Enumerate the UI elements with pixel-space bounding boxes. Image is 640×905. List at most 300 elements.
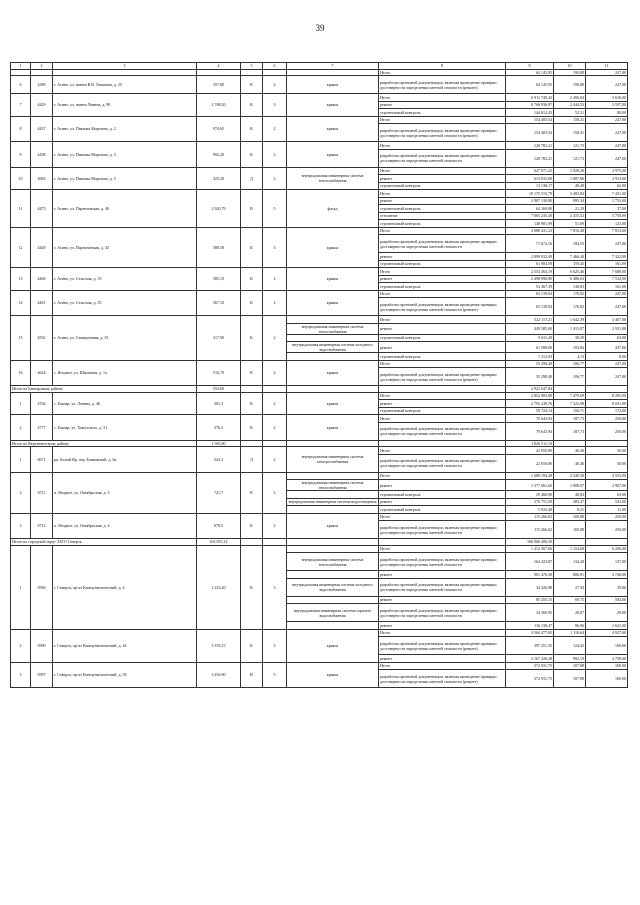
house-area: 3 456,90 bbox=[197, 662, 241, 688]
house-id: 4437 bbox=[31, 116, 53, 142]
cost-per-m2: 121,73 bbox=[554, 142, 586, 150]
work-type: разработка проектной документации, включая проведение проверки достоверности определения сметной стоимости (ремонт) bbox=[379, 298, 506, 316]
cost-total: 2 852 903,90 bbox=[506, 392, 554, 400]
work-kind bbox=[287, 506, 379, 514]
table-row bbox=[11, 116, 628, 124]
cost-per-m2: 169,88 bbox=[554, 521, 586, 539]
district-total-label: Итого по городской округ ЗАТО Северск bbox=[11, 539, 197, 546]
row-number: 12 bbox=[11, 227, 31, 268]
work-type: разработка проектной документации, включая проведение проверки достоверности определения сметной стоимости (ремонт) bbox=[379, 637, 506, 655]
district-total-area: 1 945,80 bbox=[197, 440, 241, 447]
house-id: 4399 bbox=[31, 76, 53, 94]
row-number: 8 bbox=[11, 116, 31, 142]
column-number: 6 bbox=[263, 63, 287, 70]
house-id: 4429 bbox=[31, 94, 53, 117]
cost-total: 64 145,95 bbox=[506, 69, 554, 76]
work-type: ремонт bbox=[379, 197, 506, 205]
house-class: К bbox=[241, 545, 263, 629]
work-type: ремонт bbox=[379, 596, 506, 604]
cost-limit: 7 431,00 bbox=[586, 190, 628, 198]
work-kind: крыша bbox=[287, 116, 379, 142]
table-row bbox=[11, 392, 628, 400]
work-kind: внутридомовая инженерная система теплоснабжения bbox=[287, 323, 379, 334]
work-type: разработка проектной документации, включая проведение проверки достоверности определения сметной стоимости bbox=[379, 422, 506, 440]
district-total-cost: 166 960 406,50 bbox=[506, 539, 554, 546]
table-row bbox=[11, 662, 628, 670]
cost-limit: 80,00 bbox=[586, 109, 628, 117]
cost-limit: 6 206,00 bbox=[586, 545, 628, 553]
work-kind bbox=[287, 472, 379, 480]
cost-per-m2: 7 322,98 bbox=[554, 400, 586, 408]
cost-per-m2: 2 496,84 bbox=[554, 94, 586, 102]
floors: 3 bbox=[263, 94, 287, 117]
row-number: 2 bbox=[11, 472, 31, 513]
cost-total: 116 138,47 bbox=[506, 622, 554, 630]
row-number: 3 bbox=[11, 662, 31, 688]
cost-limit: 8 205,00 bbox=[586, 392, 628, 400]
cost-total: 115 266,02 bbox=[506, 521, 554, 539]
cost-per-m2: 21,29 bbox=[554, 205, 586, 213]
house-class: К bbox=[241, 142, 263, 168]
cost-limit: 11,00 bbox=[586, 506, 628, 514]
cost-limit: 169,00 bbox=[586, 662, 628, 670]
cost-limit: 4 758,00 bbox=[586, 655, 628, 663]
work-type: разработка проектной документации, включая проведение проверки достоверности определения сметной стоимости bbox=[379, 149, 506, 167]
work-type: ремонт bbox=[379, 655, 506, 663]
house-class: К bbox=[241, 392, 263, 415]
work-kind: внутридомовая инженерная система холодного водоснабжения bbox=[287, 578, 379, 596]
cost-per-m2: 40,46 bbox=[554, 454, 586, 472]
cost-total: 1 312,93 bbox=[506, 353, 554, 361]
work-type: разработка проектной документации, включая проведение проверки достоверности определения сметной стоимости (ремонт) bbox=[379, 368, 506, 386]
cost-per-m2: 159,45 bbox=[554, 260, 586, 268]
floors: 5 bbox=[263, 190, 287, 228]
table-row bbox=[11, 268, 628, 276]
house-address: г. Асино, ул. Станционная, д. 35 bbox=[53, 316, 197, 361]
house-id: 4438 bbox=[31, 142, 53, 168]
floors: 2 bbox=[263, 290, 287, 316]
work-type: Итого bbox=[379, 69, 506, 76]
house-area: 543,3 bbox=[197, 447, 241, 473]
cost-per-m2: 107,88 bbox=[554, 662, 586, 670]
cost-total: 449 585,00 bbox=[506, 323, 554, 334]
cost-per-m2: 383,47 bbox=[554, 498, 586, 506]
cost-per-m2: 193,84 bbox=[554, 342, 586, 353]
row-number: 1 bbox=[11, 392, 31, 415]
cost-limit: 62,00 bbox=[586, 182, 628, 190]
work-type: ремонт bbox=[379, 175, 506, 183]
cost-total: 64 145,95 bbox=[506, 76, 554, 94]
cost-per-m2: 995,34 bbox=[554, 197, 586, 205]
table-row bbox=[11, 290, 628, 298]
column-number: 11 bbox=[586, 63, 628, 70]
house-area: 381,3 bbox=[197, 392, 241, 415]
cost-total: 85 455,15 bbox=[506, 596, 554, 604]
cost-total: 3 564 477,65 bbox=[506, 629, 554, 637]
work-kind: крыша bbox=[287, 94, 379, 117]
house-id: 5997 bbox=[31, 662, 53, 688]
cost-limit: 37,00 bbox=[586, 205, 628, 213]
work-type: Итого bbox=[379, 392, 506, 400]
floors: 2 bbox=[263, 116, 287, 142]
cost-per-m2: 176,82 bbox=[554, 298, 586, 316]
cost-limit: 8,00 bbox=[586, 353, 628, 361]
house-area: 317,90 bbox=[197, 316, 241, 361]
cost-limit: 7 688,00 bbox=[586, 268, 628, 276]
column-number: 8 bbox=[379, 63, 506, 70]
work-type: Итого bbox=[379, 142, 506, 150]
work-type: разработка проектной документации, включая проведение проверки достоверности определения сметной стоимости bbox=[379, 553, 506, 571]
cost-per-m2: 4,13 bbox=[554, 353, 586, 361]
house-address: г. Асино, ул. Партизанская, д. 40 bbox=[53, 190, 197, 228]
row-number: 9 bbox=[11, 142, 31, 168]
row-number: 1 bbox=[11, 447, 31, 473]
work-type: Итого bbox=[379, 268, 506, 276]
house-address: рп. Белый Яр, пер. Банковский, д. 6а bbox=[53, 447, 197, 473]
cost-per-m2: 7 466,40 bbox=[554, 253, 586, 261]
cost-per-m2: 138,83 bbox=[554, 283, 586, 291]
table-row bbox=[11, 545, 628, 553]
work-type: строительный контроль bbox=[379, 205, 506, 213]
cost-limit: 247,00 bbox=[586, 290, 628, 298]
cost-total: 7 065 235,30 bbox=[506, 212, 554, 220]
work-kind bbox=[287, 622, 379, 630]
cost-total: 144 812,45 bbox=[506, 109, 554, 117]
cost-per-m2: 40,83 bbox=[554, 491, 586, 499]
table-row bbox=[11, 447, 628, 455]
cost-per-m2: 3 483,84 bbox=[554, 190, 586, 198]
work-kind bbox=[287, 316, 379, 324]
table-row bbox=[11, 94, 628, 102]
cost-per-m2: 51,69 bbox=[554, 220, 586, 228]
work-type: разработка проектной документации, включая проведение проверки достоверности определения сметной стоимости (ремонт) bbox=[379, 124, 506, 142]
cost-per-m2: 107,88 bbox=[554, 670, 586, 688]
house-class: К bbox=[241, 360, 263, 386]
cost-limit: 247,00 bbox=[586, 360, 628, 368]
cost-limit: 247,00 bbox=[586, 116, 628, 124]
house-class: К bbox=[241, 415, 263, 441]
house-id: 5990 bbox=[31, 629, 53, 662]
house-class: Д bbox=[241, 447, 263, 473]
cost-total: 120 782,21 bbox=[506, 142, 554, 150]
cost-limit: 247,00 bbox=[586, 368, 628, 386]
cost-per-m2: 40,46 bbox=[554, 447, 586, 455]
cost-total: 61 588,00 bbox=[506, 342, 554, 353]
cost-limit: 2 975,00 bbox=[586, 167, 628, 175]
house-area: 992,20 bbox=[197, 142, 241, 168]
cost-per-m2: 1 887,86 bbox=[554, 175, 586, 183]
cost-limit: 8 031,00 bbox=[586, 400, 628, 408]
table-row bbox=[11, 513, 628, 521]
work-type: строительный контроль bbox=[379, 407, 506, 415]
house-id: 4475 bbox=[31, 190, 53, 228]
column-number: 10 bbox=[554, 63, 586, 70]
house-area: 388,58 bbox=[197, 227, 241, 268]
floors: 3 bbox=[263, 545, 287, 629]
cost-limit: 247,00 bbox=[586, 76, 628, 94]
work-kind bbox=[287, 491, 379, 499]
work-type: ремонт bbox=[379, 342, 506, 353]
work-type: Итого bbox=[379, 629, 506, 637]
district-total-label: Итого по Верхнекетскому району bbox=[11, 440, 197, 447]
cost-limit: 3 616,00 bbox=[586, 94, 628, 102]
cost-limit: 7 322,00 bbox=[586, 253, 628, 261]
cost-per-m2: 156,71 bbox=[554, 407, 586, 415]
cost-limit: 50,00 bbox=[586, 447, 628, 455]
work-kind bbox=[287, 334, 379, 342]
cost-limit: 1 753,00 bbox=[586, 197, 628, 205]
works-table bbox=[10, 62, 628, 688]
cost-limit: 250,00 bbox=[586, 513, 628, 521]
cost-limit: 247,00 bbox=[586, 142, 628, 150]
table-row bbox=[11, 76, 628, 94]
house-area: 678,5 bbox=[197, 513, 241, 539]
district-total-area: 102 053,14 bbox=[197, 539, 241, 546]
cost-per-m2: 27,94 bbox=[554, 578, 586, 596]
work-type: Итого bbox=[379, 190, 506, 198]
row-number: 14 bbox=[11, 290, 31, 316]
cost-limit: 437,00 bbox=[586, 342, 628, 353]
cost-total: 55 298,40 bbox=[506, 360, 554, 368]
floors: 2 bbox=[263, 513, 287, 539]
cost-total: 2 554 464,19 bbox=[506, 268, 554, 276]
cost-total: 10 175 515,79 bbox=[506, 190, 554, 198]
work-type: Итого bbox=[379, 662, 506, 670]
house-id: 4461 bbox=[31, 290, 53, 316]
cost-per-m2: 6 486,63 bbox=[554, 275, 586, 283]
floors: 3 bbox=[263, 227, 287, 268]
cost-limit: 250,00 bbox=[586, 422, 628, 440]
house-area: 325,20 bbox=[197, 167, 241, 190]
house-area: 2 768,20 bbox=[197, 94, 241, 117]
work-kind: внутридомовая инженерная система электроснабжения bbox=[287, 447, 379, 473]
cost-total: 63 139,04 bbox=[506, 298, 554, 316]
floors: 2 bbox=[263, 316, 287, 361]
row-number: 13 bbox=[11, 268, 31, 291]
house-address: с. Бакчар, ул. Хомутского, д. 51 bbox=[53, 415, 197, 441]
work-type: строительный контроль bbox=[379, 182, 506, 190]
work-type: Итого bbox=[379, 167, 506, 175]
cost-total: 13 138,17 bbox=[506, 182, 554, 190]
cost-limit: 63,00 bbox=[586, 334, 628, 342]
cost-per-m2: 1 415,87 bbox=[554, 323, 586, 334]
work-kind: крыша bbox=[287, 268, 379, 291]
house-address: с. Ягодное, ул. Школьная, д. 1а bbox=[53, 360, 197, 386]
row-number: 7 bbox=[11, 94, 31, 117]
cost-total: 34 369,95 bbox=[506, 604, 554, 622]
house-id: 4683 bbox=[31, 167, 53, 190]
cost-per-m2: 1 116,64 bbox=[554, 629, 586, 637]
work-type: разработка проектной документации, включая проведение проверки достоверности определения сметной стоимости bbox=[379, 521, 506, 539]
house-class: К bbox=[241, 116, 263, 142]
work-type: разработка проектной документации, включая проведение проверки достоверности определения сметной стоимости bbox=[379, 578, 506, 596]
cost-per-m2: 1 928,26 bbox=[554, 167, 586, 175]
cost-total: 3 088 431,23 bbox=[506, 227, 554, 235]
work-type: разработка проектной документации, включая проведение проверки достоверности определения сметной стоимости bbox=[379, 235, 506, 253]
cost-total: 34 326,98 bbox=[506, 578, 554, 596]
column-number: 3 bbox=[53, 63, 197, 70]
cost-total: 2 907 130,80 bbox=[506, 197, 554, 205]
cost-per-m2: 121,73 bbox=[554, 149, 586, 167]
house-address: г. Северск, пр-кт Коммунистический, д. 44 bbox=[53, 629, 197, 662]
work-type: Итого bbox=[379, 447, 506, 455]
house-address: г. Асино, ул. Павлика Морозова, д. 2 bbox=[53, 116, 197, 142]
cost-per-m2: 2 444,53 bbox=[554, 101, 586, 109]
house-area: 974,65 bbox=[197, 116, 241, 142]
column-number: 1 bbox=[11, 63, 31, 70]
house-class: К bbox=[241, 629, 263, 662]
cost-total: 5 922,48 bbox=[506, 506, 554, 514]
row-number: 3 bbox=[11, 513, 31, 539]
house-address: г. Асино, ул. Павлика Морозова, д. 3 bbox=[53, 142, 197, 168]
house-area: 376,3 bbox=[197, 415, 241, 441]
row-number: 2 bbox=[11, 415, 31, 441]
cost-limit: 247,00 bbox=[586, 124, 628, 142]
cost-total: 63 139,04 bbox=[506, 290, 554, 298]
work-type: ремонт bbox=[379, 275, 506, 283]
table-row bbox=[11, 167, 628, 175]
cost-total: 397 251,35 bbox=[506, 637, 554, 655]
work-type: строительный контроль bbox=[379, 491, 506, 499]
work-kind: внутридомовая инженерная система холодного водоснабжения bbox=[287, 342, 379, 353]
work-type: строительный контроль bbox=[379, 334, 506, 342]
cost-total: 2 899 032,49 bbox=[506, 253, 554, 261]
floors: 2 bbox=[263, 76, 287, 94]
cost-per-m2: 2 340,58 bbox=[554, 472, 586, 480]
table-row bbox=[11, 415, 628, 423]
column-number: 4 bbox=[197, 63, 241, 70]
row-number: 15 bbox=[11, 316, 31, 361]
work-kind: крыша bbox=[287, 290, 379, 316]
house-class: В bbox=[241, 662, 263, 688]
floors: 2 bbox=[263, 392, 287, 415]
cost-per-m2: 106,77 bbox=[554, 368, 586, 386]
house-id: 6712 bbox=[31, 513, 53, 539]
work-type: Итого bbox=[379, 94, 506, 102]
work-kind: внутридомовая инженерная система водоотведения bbox=[287, 498, 379, 506]
work-kind: крыша bbox=[287, 415, 379, 441]
cost-limit: 161,00 bbox=[586, 283, 628, 291]
cost-limit: 584,00 bbox=[586, 596, 628, 604]
work-kind: крыша bbox=[287, 629, 379, 662]
cost-per-m2: 1 154,68 bbox=[554, 545, 586, 553]
table-row bbox=[11, 190, 628, 198]
cost-limit: 137,00 bbox=[586, 553, 628, 571]
cost-per-m2: 2 415,52 bbox=[554, 212, 586, 220]
work-kind bbox=[287, 596, 379, 604]
work-type: строительный контроль bbox=[379, 506, 506, 514]
house-id: 6711 bbox=[31, 472, 53, 513]
cost-total: 70 643,94 bbox=[506, 415, 554, 423]
work-type: ремонт bbox=[379, 253, 506, 261]
floors: 3 bbox=[263, 472, 287, 513]
table-row bbox=[11, 316, 628, 324]
cost-total: 627 071,25 bbox=[506, 167, 554, 175]
floors: 2 bbox=[263, 360, 287, 386]
work-type: ремонт bbox=[379, 571, 506, 579]
work-type: Итого bbox=[379, 513, 506, 521]
cost-per-m2: 30,29 bbox=[554, 334, 586, 342]
house-area: 357,00 bbox=[197, 76, 241, 94]
house-address: г. Асино, ул. Павлика Морозова, д. 5 bbox=[53, 167, 197, 190]
cost-total: 140 981,99 bbox=[506, 220, 554, 228]
house-class: К bbox=[241, 76, 263, 94]
cost-total: 613 933,08 bbox=[506, 175, 554, 183]
cost-total: 55 298,40 bbox=[506, 368, 554, 386]
house-address: с. Бакчар, ул. Ленина, д. 46 bbox=[53, 392, 197, 415]
work-kind: крыша bbox=[287, 142, 379, 168]
cost-per-m2: 124,45 bbox=[554, 637, 586, 655]
cost-total: 372 931,75 bbox=[506, 662, 554, 670]
cost-total: 22 050,80 bbox=[506, 454, 554, 472]
work-type: разработка проектной документации, включая проведение проверки достоверности определения сметной стоимости bbox=[379, 454, 506, 472]
row-number: 1 bbox=[11, 545, 31, 629]
cost-limit: 247,00 bbox=[586, 69, 628, 76]
cost-per-m2: 8,21 bbox=[554, 506, 586, 514]
work-type: строительный контроль bbox=[379, 260, 506, 268]
cost-total: 61 904,58 bbox=[506, 260, 554, 268]
cost-total: 71 674,16 bbox=[506, 235, 554, 253]
house-address: п. Ягодное, ул. Октябрьская, д. 4 bbox=[53, 513, 197, 539]
row-number: 10 bbox=[11, 167, 31, 190]
work-type: строительный контроль bbox=[379, 353, 506, 361]
house-id: 4764 bbox=[31, 392, 53, 415]
cost-per-m2: 28,07 bbox=[554, 604, 586, 622]
house-class: К bbox=[241, 472, 263, 513]
cost-per-m2: 52,31 bbox=[554, 109, 586, 117]
work-type: ремонт bbox=[379, 400, 506, 408]
cost-limit: 172,00 bbox=[586, 407, 628, 415]
floors: 3 bbox=[263, 629, 287, 662]
work-type: Итого bbox=[379, 290, 506, 298]
cost-limit: 169,00 bbox=[586, 670, 628, 688]
work-kind: внутридомовая инженерная система теплоснабжения bbox=[287, 553, 379, 571]
work-kind bbox=[287, 545, 379, 553]
work-type: разработка проектной документации, включая проведение проверки достоверности определения сметной стоимости (ремонт) bbox=[379, 76, 506, 94]
row-number: 6 bbox=[11, 76, 31, 94]
work-kind bbox=[287, 353, 379, 361]
cost-per-m2: 184,55 bbox=[554, 235, 586, 253]
district-total-area: 553,60 bbox=[197, 386, 241, 393]
district-total-cost: 2 922 647,84 bbox=[506, 386, 554, 393]
district-total-cost: 1 826 511,10 bbox=[506, 440, 554, 447]
house-id: 5956 bbox=[31, 545, 53, 629]
house-address: г. Асино, ул. Сельская, д. 55 bbox=[53, 290, 197, 316]
district-total-label: Итого по Бакчарскому району bbox=[11, 386, 197, 393]
floors: 2 bbox=[263, 415, 287, 441]
cost-total: 9 631,28 bbox=[506, 334, 554, 342]
house-address: г. Асино, ул. Сельская, д. 53 bbox=[53, 268, 197, 291]
cost-total: 276 751,30 bbox=[506, 498, 554, 506]
work-type: разработка проектной документации, включая проведение проверки достоверности определения сметной стоимости (ремонт) bbox=[379, 670, 506, 688]
cost-total: 372 931,75 bbox=[506, 670, 554, 688]
column-number: 7 bbox=[287, 63, 379, 70]
cost-per-m2: 69,75 bbox=[554, 596, 586, 604]
cost-per-m2: 158,41 bbox=[554, 124, 586, 142]
work-kind: крыша bbox=[287, 392, 379, 415]
column-number: 5 bbox=[241, 63, 263, 70]
cost-limit: 29,00 bbox=[586, 604, 628, 622]
cost-total: 2 498 996,80 bbox=[506, 275, 554, 283]
house-address: г. Северск, пр-кт Коммунистический, д. 58 bbox=[53, 662, 197, 688]
work-kind: крыша bbox=[287, 662, 379, 688]
cost-limit: 50,00 bbox=[586, 454, 628, 472]
column-number: 2 bbox=[31, 63, 53, 70]
house-area: 1 223,20 bbox=[197, 545, 241, 629]
cost-per-m2: 190,88 bbox=[554, 69, 586, 76]
floors: 2 bbox=[263, 268, 287, 291]
cost-total: 154 403,54 bbox=[506, 116, 554, 124]
